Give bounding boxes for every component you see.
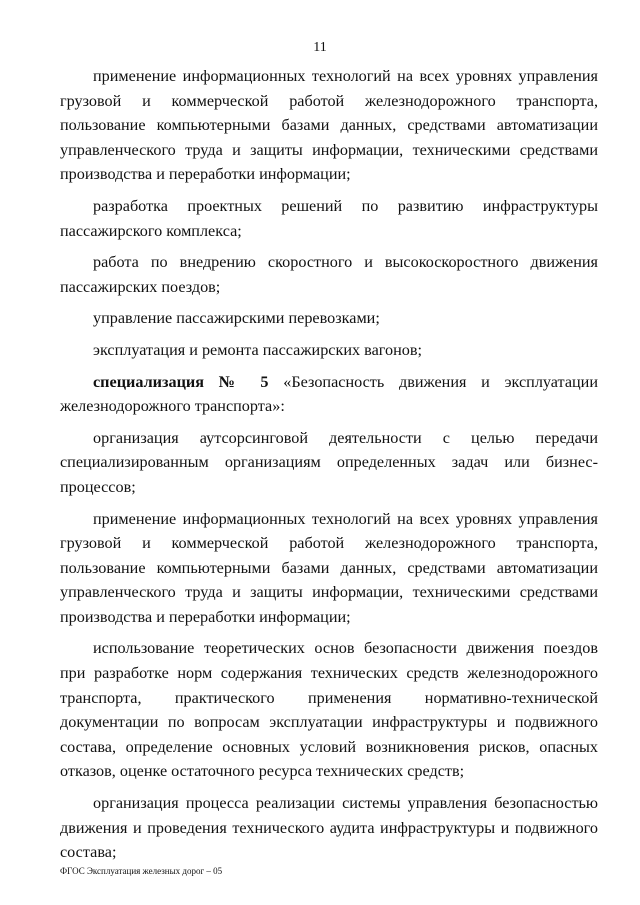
paragraph-project-solutions: разработка проектных решений по развитию инфраструктуры пассажирского комплекса; bbox=[60, 196, 598, 240]
page-number: 11 bbox=[313, 40, 327, 55]
footer: ФГОС Эксплуатация железных дорог – 05 bbox=[60, 866, 223, 876]
paragraph-safety-theory: использование теоретических основ безопасности движения поездов при разработке норм содержания технических средств железнодорожного транспорта, практического применения нормативно-технической документации по вопросам эксплуатации инфраструктуры и подвижного состава, определение основных условий возникновения рисков, опасных отказов, оценке остаточного ресурса технических средств; bbox=[60, 639, 598, 781]
document-body bbox=[60, 64, 598, 865]
paragraph-high-speed: работа по внедрению скоростного и высокоскоростного движения пассажирских поездов; bbox=[60, 253, 598, 296]
paragraph-it-technologies-2: применение информационных технологий на всех уровнях управления грузовой и коммерческой работой железнодорожного транспорта, пользование компьютерными базами данных, средствами автоматизации управленческого труда и защиты информации, техническими средствами производства и переработки информации; bbox=[60, 509, 598, 626]
paragraph-safety-management: организация процесса реализации системы управления безопасностью движения и проведения технического аудита инфраструктуры и подвижного состава; bbox=[60, 794, 598, 862]
paragraph-outsourcing: организация аутсорсинговой деятельности с целью передачи специализированным организациям определенных задач или бизнес-процессов; bbox=[60, 428, 598, 496]
specialization-label: специализация № 5 bbox=[93, 372, 269, 391]
paragraph-passenger-management: управление пассажирскими перевозками; bbox=[93, 309, 380, 328]
paragraph-it-technologies: применение информационных технологий на всех уровнях управления грузовой и коммерческой работой железнодорожного транспорта, пользование компьютерными базами данных, средствами автоматизации управленческого труда и защиты информации, техническими средствами производства и переработки информации; bbox=[60, 67, 598, 184]
paragraph-wagon-maintenance: эксплуатация и ремонта пассажирских вагонов; bbox=[93, 340, 422, 359]
specialization-heading bbox=[60, 370, 598, 419]
specialization-title: «Безопасность движения и эксплуатации железнодорожного транспорта»: bbox=[60, 372, 598, 416]
